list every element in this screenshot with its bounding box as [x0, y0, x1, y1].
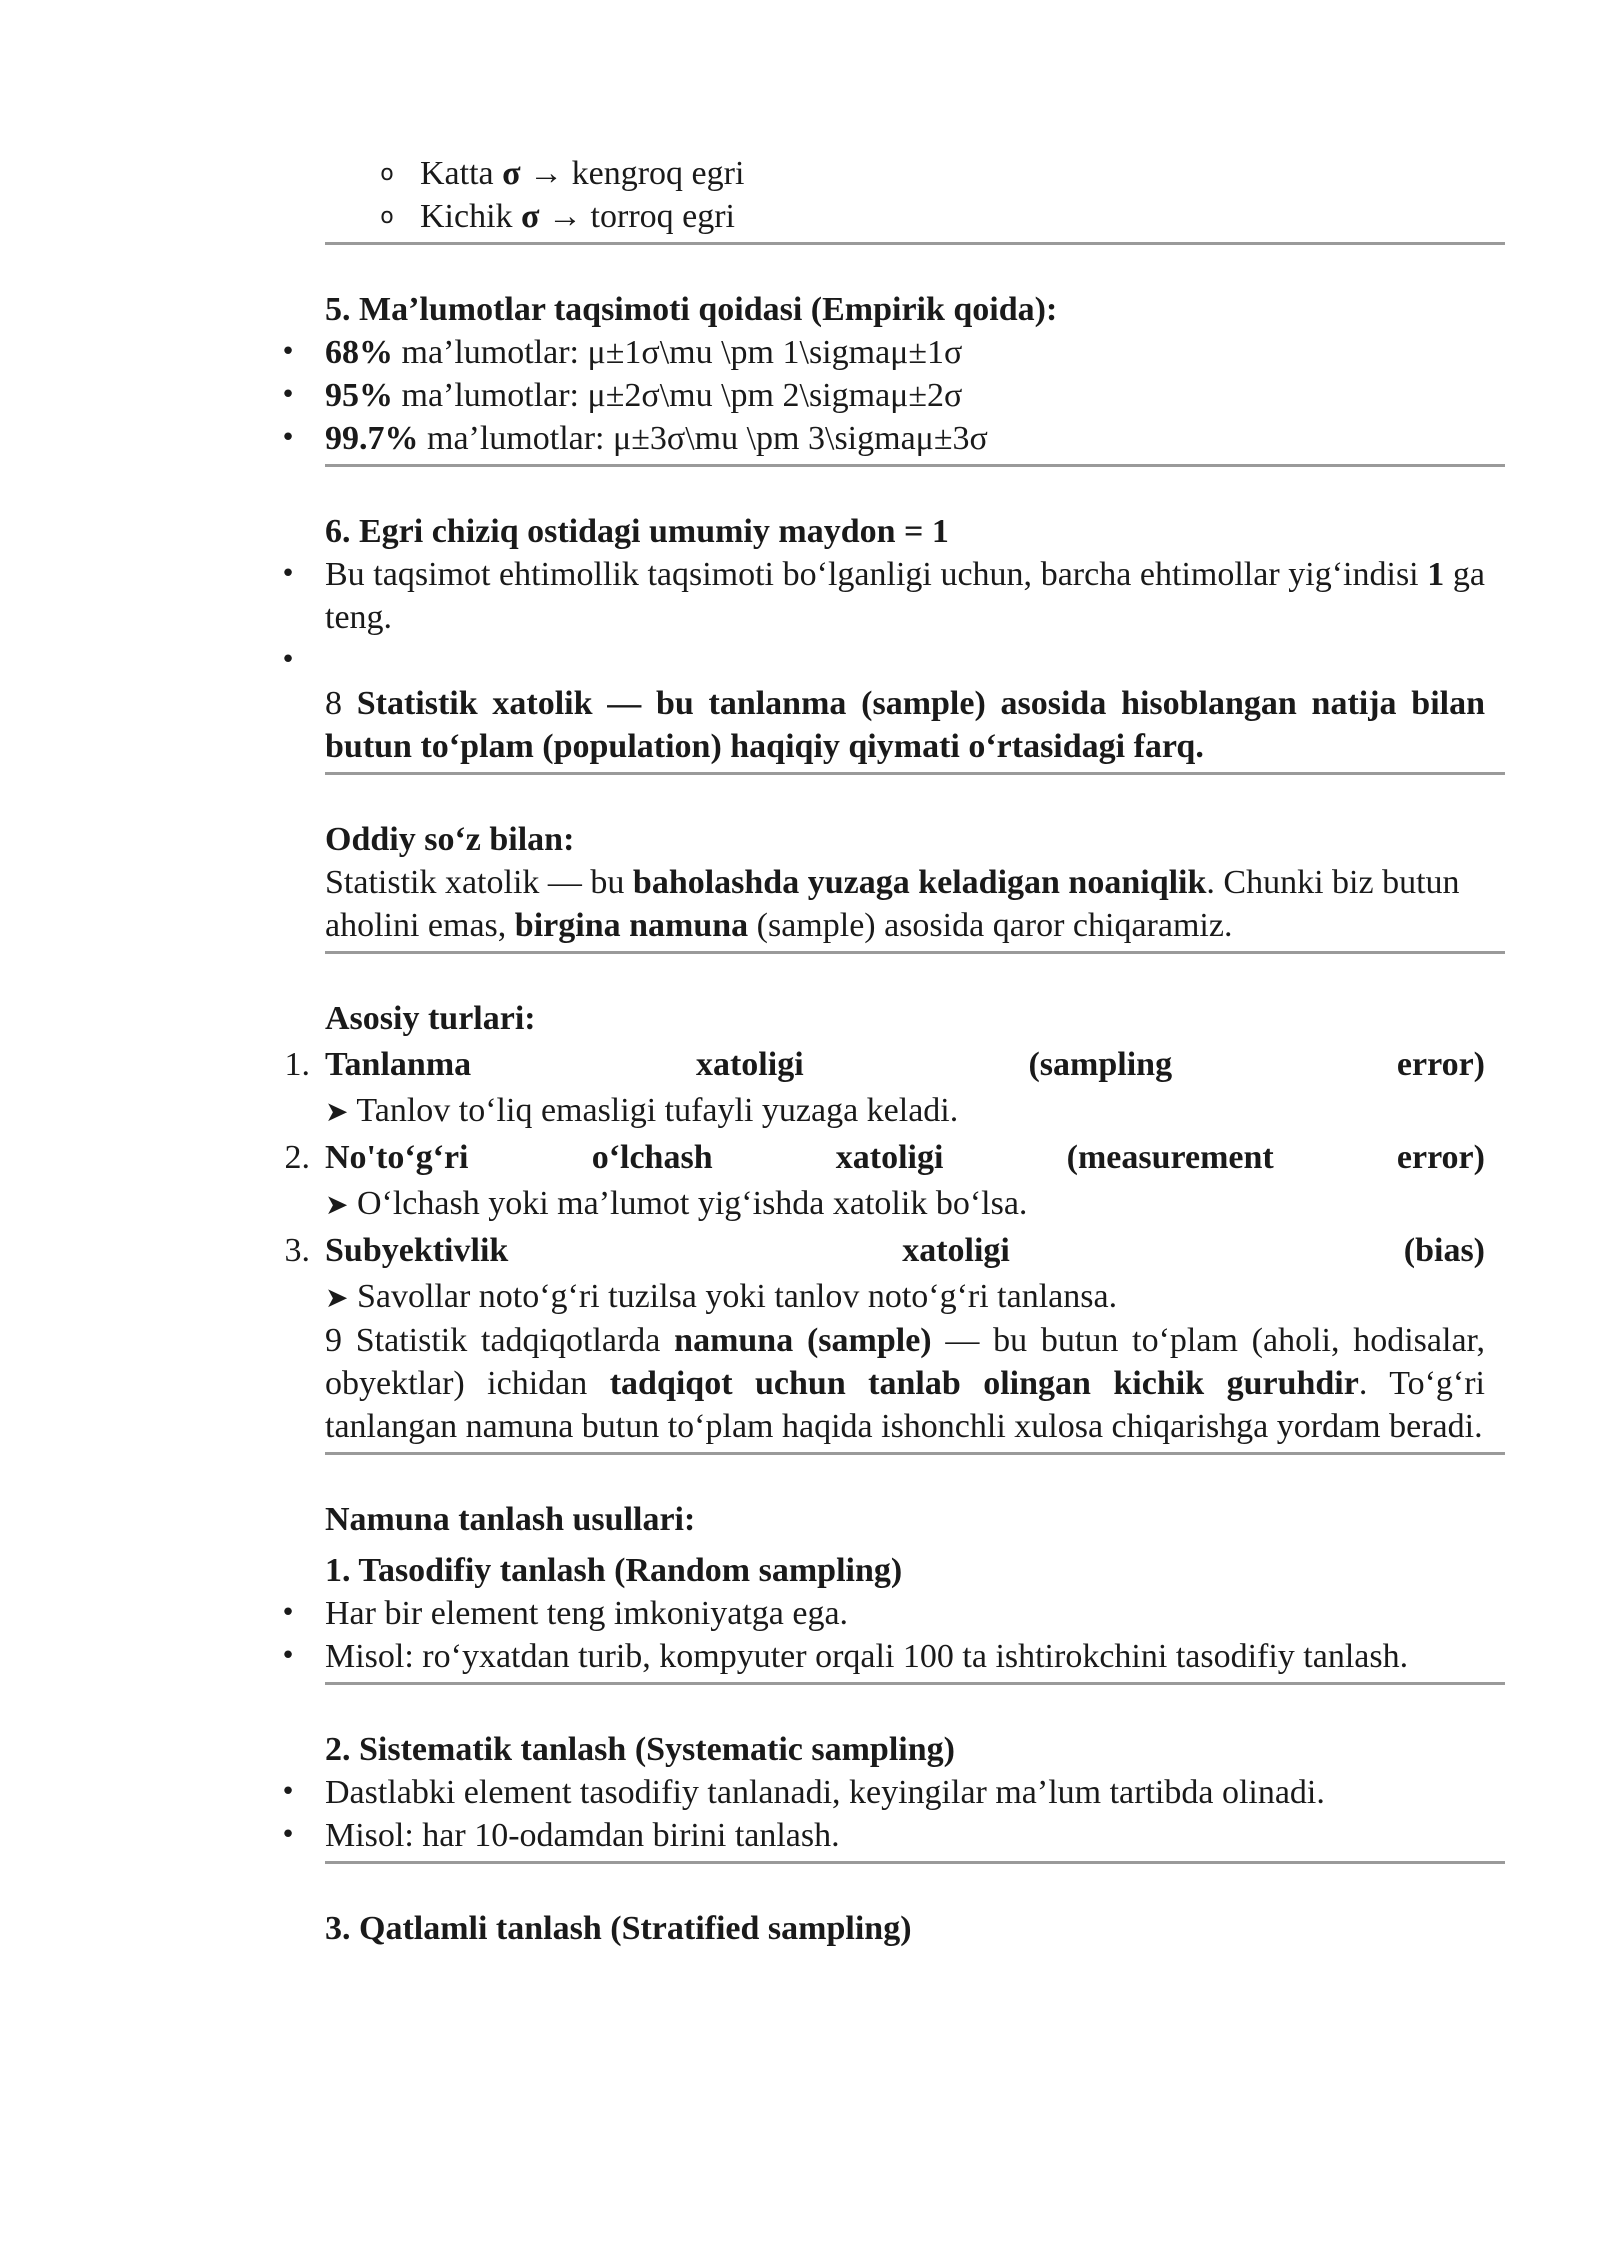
list-bullet: • [280, 380, 296, 410]
list-item [280, 1814, 1485, 1857]
item-word: error) [1396, 1139, 1485, 1176]
list-item [280, 417, 1485, 460]
paragraph-text: 9 Statistik tadqiqotlarda [325, 1322, 675, 1359]
method-heading [325, 1728, 1485, 1771]
item-text: Har bir element teng imkoniyatga ega. [325, 1595, 849, 1632]
item-text: ma’lumotlar: μ±1σ\mu \pm 1\sigmaμ±1σ [393, 334, 963, 371]
heading-text: Asosiy turlari: [325, 1000, 536, 1037]
numbered-item-desc [325, 1275, 1485, 1319]
list-bullet: • [280, 559, 296, 589]
item-word: error) [1396, 1046, 1485, 1083]
list-bullet: • [280, 645, 296, 675]
numbered-item-desc [325, 1182, 1485, 1226]
item-text: Kichik [420, 198, 522, 235]
percent-value: 68% [325, 334, 393, 371]
list-number: 3. [284, 1232, 310, 1269]
item-text: Katta [420, 155, 503, 192]
paragraph-text: (sample) asosida qaror chiqaramiz. [748, 907, 1233, 944]
list-bullet: • [280, 1820, 296, 1850]
definition-text: Statistik xatolik — bu tanlanma (sample) asosida hisoblangan natija bilan butun to‘plam (population) haqiqiy qiymati o‘rtasidagi farq. [325, 685, 1485, 765]
method-heading [325, 1549, 1485, 1592]
arrow-icon: ➤ [325, 1095, 349, 1128]
item-text: O‘lchash yoki ma’lumot yig‘ishda xatolik bo‘lsa. [348, 1185, 1028, 1222]
numbered-item-title [284, 1229, 1485, 1272]
section-heading: 6. Egri chiziq ostidagi umumiy maydon = 1 [325, 513, 949, 550]
item-word: xatoligi [695, 1046, 804, 1083]
paragraph-text: ga teng. [325, 556, 1485, 636]
item-text: Misol: har 10-odamdan birini tanlash. [325, 1817, 840, 1854]
sub-list-item [325, 152, 1485, 195]
item-text: ma’lumotlar: μ±3σ\mu \pm 3\sigmaμ±3σ [418, 420, 988, 457]
arrow-icon: ➤ [325, 1281, 349, 1314]
item-text: → kengroq egri [520, 155, 745, 192]
sigma-symbol: σ [502, 155, 521, 192]
percent-value: 95% [325, 377, 393, 414]
paragraph [325, 861, 1485, 947]
list-bullet: • [280, 1598, 296, 1628]
definition-paragraph [325, 1319, 1485, 1448]
sub-list-item [325, 195, 1485, 238]
list-bullet: • [280, 337, 296, 367]
heading-text: 2. Sistematik tanlash (Systematic sampling) [325, 1731, 955, 1768]
item-word: (sampling [1028, 1046, 1173, 1083]
heading-text: Oddiy so‘z bilan: [325, 821, 575, 858]
list-item [280, 1771, 1485, 1814]
bold-text: tadqiqot uchun tanlab olingan kichik guruhdir [609, 1365, 1359, 1402]
section-heading: 5. Ma’lumotlar taqsimoti qoidasi (Empirik qoida): [325, 291, 1058, 328]
numbered-item-title [284, 1136, 1485, 1179]
bold-text: baholashda yuzaga keladigan noaniqlik [632, 864, 1207, 901]
item-word: Subyektivlik [325, 1232, 509, 1269]
list-item [280, 1635, 1485, 1678]
list-bullet: o [380, 161, 394, 186]
item-text: Misol: ro‘yxatdan turib, kompyuter orqali 100 ta ishtirokchini tasodifiy tanlash. [325, 1638, 1409, 1675]
item-text: Savollar noto‘g‘ri tuzilsa yoki tanlov noto‘g‘ri tanlansa. [348, 1278, 1118, 1315]
sigma-symbol: σ [521, 198, 540, 235]
list-bullet: • [280, 423, 296, 453]
list-item [280, 374, 1485, 417]
heading-text: Namuna tanlash usullari: [325, 1501, 696, 1538]
subsection-heading [325, 997, 1485, 1040]
list-bullet: • [280, 1641, 296, 1671]
item-text: ma’lumotlar: μ±2σ\mu \pm 2\sigmaμ±2σ [393, 377, 963, 414]
subsection-heading [325, 1498, 1485, 1541]
item-word: (bias) [1403, 1232, 1485, 1269]
numbered-item-title [284, 1043, 1485, 1086]
item-word: xatoligi [902, 1232, 1010, 1269]
paragraph-text: . To‘g‘ri tanlangan namuna butun to‘plam haqida ishonchli xulosa chiqarishga yordam beradi. [325, 1365, 1485, 1445]
percent-value: 99.7% [325, 420, 419, 457]
item-word: o‘lchash [591, 1139, 713, 1176]
empty-list-item [280, 639, 1485, 682]
item-text: Tanlov to‘liq emasligi tufayli yuzaga keladi. [348, 1092, 959, 1129]
definition-paragraph [325, 682, 1485, 768]
arrow-icon: ➤ [325, 1188, 349, 1221]
bold-value: 1 [1427, 556, 1445, 593]
paragraph-number: 8 [325, 685, 357, 722]
item-word: No'to‘g‘ri [325, 1139, 469, 1176]
paragraph-text: Statistik xatolik — bu [325, 864, 633, 901]
numbered-item-desc [325, 1089, 1485, 1133]
item-word: (measurement [1066, 1139, 1274, 1176]
bold-text: namuna (sample) [674, 1322, 932, 1359]
list-number: 2. [284, 1139, 310, 1176]
heading-text: 1. Tasodifiy tanlash (Random sampling) [325, 1552, 903, 1589]
heading-text: 3. Qatlamli tanlash (Stratified sampling) [325, 1910, 912, 1947]
document-content [280, 152, 1485, 1950]
bold-text: birgina namuna [514, 907, 749, 944]
list-item [280, 1592, 1485, 1635]
list-number: 1. [284, 1046, 310, 1083]
method-heading [325, 1907, 1485, 1950]
item-text: Dastlabki element tasodifiy tanlanadi, keyingilar ma’lum tartibda olinadi. [325, 1774, 1325, 1811]
subsection-heading [325, 818, 1485, 861]
list-bullet: o [380, 204, 394, 229]
paragraph-text: — bu butun to‘plam (aholi, hodisalar, obyektlar) ichidan [325, 1322, 1485, 1402]
paragraph-text: Bu taqsimot ehtimollik taqsimoti bo‘lganligi uchun, barcha ehtimollar yig‘indisi [325, 556, 1428, 593]
item-word: xatoligi [835, 1139, 944, 1176]
list-item [280, 553, 1485, 639]
list-item [280, 331, 1485, 374]
paragraph-text: . Chunki biz butun aholini emas, [325, 864, 1460, 944]
item-text: → torroq egri [539, 198, 735, 235]
list-bullet: • [280, 1777, 296, 1807]
item-word: Tanlanma [325, 1046, 472, 1083]
